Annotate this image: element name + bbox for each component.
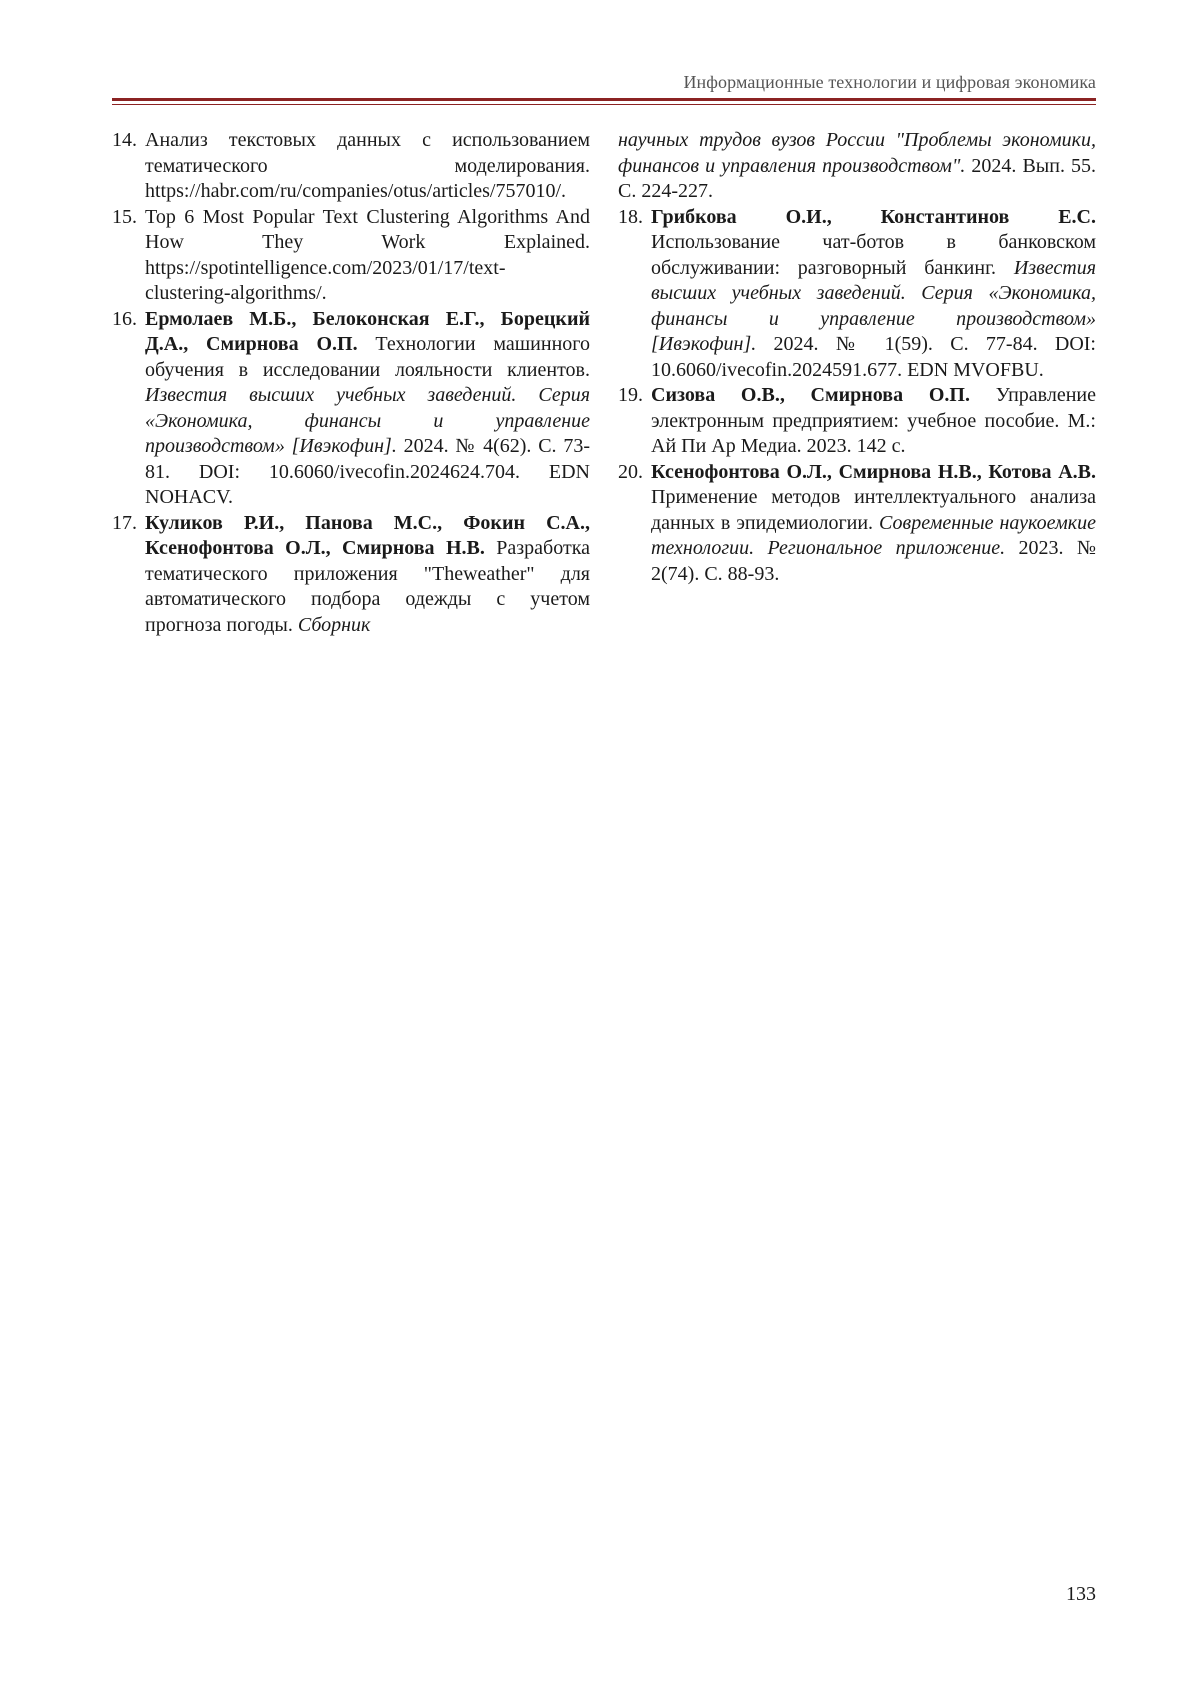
reference-tail: 2024. № 4(62). С. 73-81. DOI: 10.6060/ivecofin.2024624.704. EDN NOHACV. bbox=[145, 435, 591, 508]
reference-text bbox=[651, 383, 1096, 460]
reference-text bbox=[651, 460, 1096, 588]
reference-tail: 2024. № 1(59). С. 77-84. DOI: 10.6060/ivecofin.2024591.677. EDN MVOFBU. bbox=[651, 333, 1096, 381]
reference-number: 20. bbox=[618, 460, 643, 483]
reference-title: Управление электронным предприятием: учебное пособие. М.: Ай Пи Ар Медиа. 2023. 142 с. bbox=[651, 384, 1096, 457]
reference-tail: 2023. № 2(74). С. 88-93. bbox=[651, 537, 1096, 585]
reference-item-17 bbox=[112, 511, 590, 639]
reference-authors: Ермолаев М.Б., Белоконская Е.Г., Борецкий Д.А., Смирнова О.П. bbox=[145, 307, 590, 355]
reference-source: научных трудов вузов России "Проблемы экономики, финансов и управления производством". bbox=[618, 129, 1096, 177]
reference-text bbox=[651, 205, 1096, 384]
reference-number: 17. bbox=[112, 511, 137, 534]
reference-item-18 bbox=[618, 205, 1096, 384]
reference-title: Разработка тематического приложения "Theweather" для автоматического подбора одежды с учетом прогноза погоды. bbox=[145, 537, 590, 636]
reference-item-20 bbox=[618, 460, 1096, 588]
references-left-column bbox=[112, 128, 590, 638]
reference-authors: Грибкова О.И., Константинов Е.С. bbox=[651, 205, 1096, 228]
reference-17-continuation bbox=[618, 128, 1096, 205]
reference-source: Известия высших учебных заведений. Серия «Экономика, финансы и управление производством» [Ивэкофин]. bbox=[651, 256, 1096, 355]
reference-authors: Куликов Р.И., Панова М.С., Фокин С.А., Ксенофонтова О.Л., Смирнова Н.В. bbox=[145, 511, 590, 559]
reference-title: Технологии машинного обучения в исследовании лояльности клиентов. bbox=[145, 333, 590, 381]
reference-text bbox=[145, 205, 590, 307]
references-right-column bbox=[618, 128, 1096, 587]
reference-title: Применение методов интеллектуального анализа данных в эпидемиологии. bbox=[651, 486, 1096, 534]
reference-text bbox=[145, 128, 590, 205]
reference-item-16 bbox=[112, 307, 590, 511]
reference-tail: 2024. Вып. 55. С. 224-227. bbox=[618, 154, 1096, 202]
reference-number: 14. bbox=[112, 129, 137, 151]
reference-item-14 bbox=[112, 128, 590, 205]
header-rule-thick bbox=[112, 98, 1096, 101]
page-number: 133 bbox=[1066, 1583, 1096, 1605]
reference-number: 18. bbox=[618, 205, 643, 228]
reference-title: Анализ текстовых данных с использованием тематического моделирования. https://habr.com/ru/companies/otus/articles/757010/. bbox=[145, 129, 590, 202]
reference-title: Top 6 Most Popular Text Clustering Algorithms And How They Work Explained. https://spotintelligence.com/2023/01/17/text-clustering-algorithms/. bbox=[145, 205, 590, 304]
reference-source: Современные наукоемкие технологии. Региональное приложение. bbox=[651, 511, 1096, 559]
running-title: Информационные технологии и цифровая экономика bbox=[683, 72, 1096, 92]
reference-item-19 bbox=[618, 383, 1096, 460]
reference-authors: Ксенофонтова О.Л., Смирнова Н.В., Котова А.В. bbox=[651, 460, 1096, 483]
reference-title: Использование чат-ботов в банковском обслуживании: разговорный банкинг. bbox=[651, 231, 1096, 279]
header-rule-thin bbox=[112, 104, 1096, 105]
reference-number: 15. bbox=[112, 205, 137, 228]
reference-text bbox=[145, 511, 590, 639]
reference-text bbox=[145, 307, 590, 511]
reference-source: Сборник bbox=[297, 613, 371, 636]
reference-source: Известия высших учебных заведений. Серия «Экономика, финансы и управление производством» [Ивэкофин]. bbox=[145, 384, 590, 457]
reference-number: 16. bbox=[112, 307, 137, 330]
reference-number: 19. bbox=[618, 384, 643, 406]
reference-authors: Сизова О.В., Смирнова О.П. bbox=[651, 384, 970, 406]
reference-item-15 bbox=[112, 205, 590, 307]
